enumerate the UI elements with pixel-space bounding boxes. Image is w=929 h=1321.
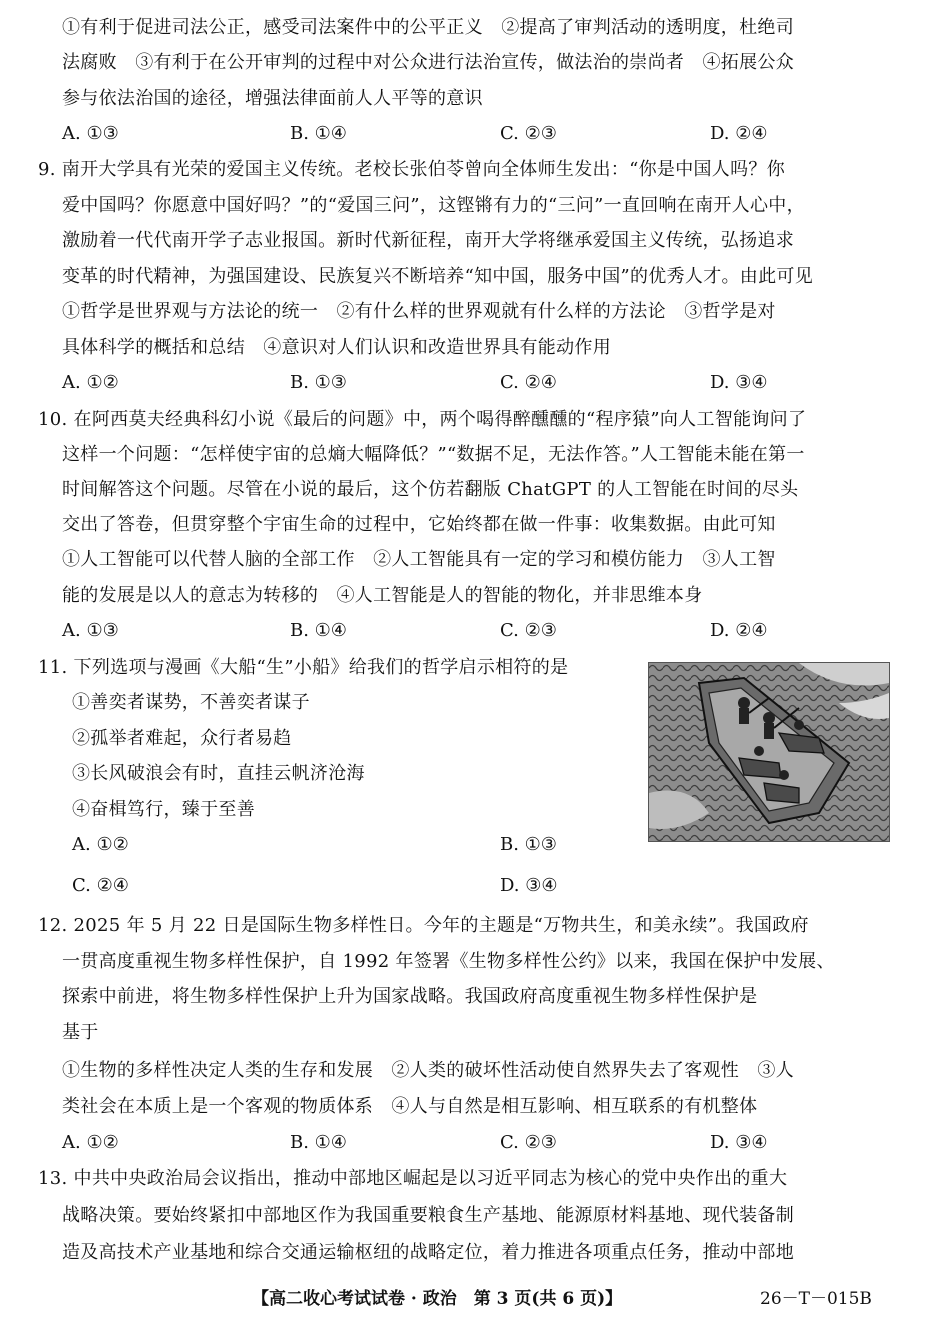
q13-stem-line: 造及高技术产业基地和综合交通运输枢纽的战略定位，着力推进各项重点任务，推动中部地 — [62, 1242, 794, 1263]
q8-option-c: C. ②③ — [500, 123, 557, 144]
q12-stem-line: 一贯高度重视生物多样性保护，自 1992 年签署《生物多样性公约》以来，我国在保护中发展、 — [62, 951, 835, 972]
q9-stem-line: 变革的时代精神，为强国建设、民族复兴不断培养“知中国，服务中国”的优秀人才。由此可见 — [62, 266, 813, 287]
q13-stem-line: 13. 中共中央政治局会议指出，推动中部地区崛起是以习近平同志为核心的党中央作出的重大 — [38, 1168, 788, 1189]
q8-line: ①有利于促进司法公正，感受司法案件中的公平正义 ②提高了审判活动的透明度，杜绝司 — [62, 17, 794, 38]
q11-choice-line: ②孤举者难起，众行者易趋 — [72, 728, 292, 749]
q12-stem-line: 12. 2025 年 5 月 22 日是国际生物多样性日。今年的主题是“万物共生，和美永续”。我国政府 — [38, 915, 809, 936]
q11-choice-line: ④奋楫笃行，臻于至善 — [72, 799, 255, 820]
q10-stem-line: 这样一个问题：“怎样使宇宙的总熵大幅降低？”“数据不足，无法作答。”人工智能未能在第一 — [62, 444, 805, 465]
q12-choice-line: 类社会在本质上是一个客观的物质体系 ④人与自然是相互影响、相互联系的有机整体 — [62, 1096, 758, 1117]
q8-option-a: A. ①③ — [62, 123, 119, 144]
cartoon-image — [648, 662, 890, 842]
q10-option-a: A. ①③ — [62, 620, 119, 641]
q9-option-b: B. ①③ — [290, 372, 347, 393]
q10-option-d: D. ②④ — [710, 620, 768, 641]
q8-line: 参与依法治国的途径，增强法律面前人人平等的意识 — [62, 88, 483, 109]
q8-option-b: B. ①④ — [290, 123, 347, 144]
q12-option-a: A. ①② — [62, 1132, 119, 1153]
q8-option-d: D. ②④ — [710, 123, 768, 144]
q10-stem-line: 时间解答这个问题。尽管在小说的最后，这个仿若翻版 ChatGPT 的人工智能在时间的尽头 — [62, 479, 799, 500]
q9-option-a: A. ①② — [62, 372, 119, 393]
q10-stem-line: 交出了答卷，但贯穿整个宇宙生命的过程中，它始终都在做一件事：收集数据。由此可知 — [62, 514, 776, 535]
q10-stem-line: 10. 在阿西莫夫经典科幻小说《最后的问题》中，两个喝得醉醺醺的“程序猿”向人工智能询问了 — [38, 409, 807, 430]
q8-line: 法腐败 ③有利于在公开审判的过程中对公众进行法治宣传，做法治的崇尚者 ④拓展公众 — [62, 52, 794, 73]
q11-choice-line: ③长风破浪会有时，直挂云帆济沧海 — [72, 763, 365, 784]
q13-stem-line: 战略决策。要始终紧扣中部地区作为我国重要粮食生产基地、能源原材料基地、现代装备制 — [62, 1205, 794, 1226]
q9-stem-line: 9. 南开大学具有光荣的爱国主义传统。老校长张伯苓曾向全体师生发出：“你是中国人吗？你 — [38, 159, 785, 180]
q9-stem-line: 爱中国吗？你愿意中国好吗？”的“爱国三问”，这铿锵有力的“三问”一直回响在南开人心中， — [62, 195, 805, 216]
q9-choice-line: 具体科学的概括和总结 ④意识对人们认识和改造世界具有能动作用 — [62, 337, 611, 358]
q11-option-b: B. ①③ — [500, 834, 557, 855]
q12-stem-line: 基于 — [62, 1022, 99, 1043]
page-footer-title: 【高二收心考试试卷 · 政治 第 3 页(共 6 页)】 — [252, 1289, 623, 1309]
cartoon-boats-illustration — [649, 663, 889, 841]
q12-option-c: C. ②③ — [500, 1132, 557, 1153]
q9-choice-line: ①哲学是世界观与方法论的统一 ②有什么样的世界观就有什么样的方法论 ③哲学是对 — [62, 301, 776, 322]
q9-option-d: D. ③④ — [710, 372, 768, 393]
q12-option-b: B. ①④ — [290, 1132, 347, 1153]
q11-choice-line: ①善奕者谋势，不善奕者谋子 — [72, 692, 310, 713]
q12-option-d: D. ③④ — [710, 1132, 768, 1153]
q9-stem-line: 激励着一代代南开学子志业报国。新时代新征程，南开大学将继承爱国主义传统，弘扬追求 — [62, 230, 794, 251]
q10-choice-line: ①人工智能可以代替人脑的全部工作 ②人工智能具有一定的学习和模仿能力 ③人工智 — [62, 549, 776, 570]
q10-choice-line: 能的发展是以人的意志为转移的 ④人工智能是人的智能的物化，并非思维本身 — [62, 585, 703, 606]
q9-option-c: C. ②④ — [500, 372, 557, 393]
q10-option-c: C. ②③ — [500, 620, 557, 641]
q11-option-c: C. ②④ — [72, 875, 129, 896]
q11-option-a: A. ①② — [72, 834, 129, 855]
q12-stem-line: 探索中前进，将生物多样性保护上升为国家战略。我国政府高度重视生物多样性保护是 — [62, 986, 758, 1007]
page-footer-code: 26－T－015B — [760, 1289, 872, 1309]
q10-option-b: B. ①④ — [290, 620, 347, 641]
q11-option-d: D. ③④ — [500, 875, 558, 896]
q12-choice-line: ①生物的多样性决定人类的生存和发展 ②人类的破坏性活动使自然界失去了客观性 ③人 — [62, 1060, 794, 1081]
q11-stem-line: 11. 下列选项与漫画《大船“生”小船》给我们的哲学启示相符的是 — [38, 657, 569, 678]
